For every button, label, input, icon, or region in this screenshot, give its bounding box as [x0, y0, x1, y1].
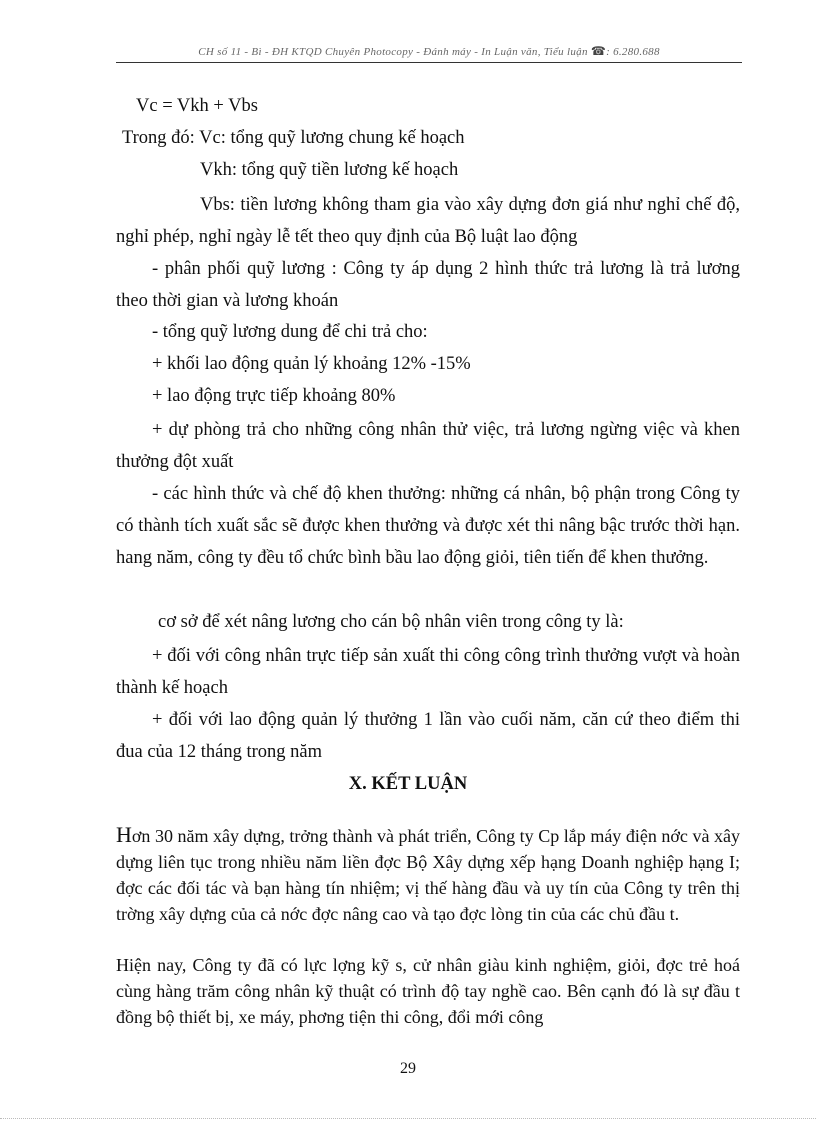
header-text: CH số 11 - Bì - ĐH KTQD Chuyên Photocopy - Đánh máy - In Luận văn, Tiểu luận	[198, 46, 591, 58]
fund-use: - tổng quỹ lương dung để chi trả cho:	[152, 322, 428, 342]
header-rule	[116, 62, 742, 63]
reward-policy: - các hình thức và chế độ khen thưởng: những cá nhân, bộ phận trong Công ty có thành tích xuất sắc sẽ được khen thưởng và được xét thi nâng bậc trước thời hạn. hang năm, công ty đều tổ chức bình bầu lao động giỏi, tiên tiến để khen thưởng.	[116, 484, 740, 569]
formula-where: Trong đó: Vc: tổng quỹ lương chung kế hoạch	[122, 128, 465, 148]
worker-reward: + đối với công nhân trực tiếp sản xuất thi công công trình thưởng vượt và hoàn thành kế hoạch	[116, 646, 740, 699]
conclusion-paragraph-2: Hiện nay, Công ty đã có lực lợng kỹ s, cử nhân giàu kinh nghiệm, giỏi, đợc trẻ hoá cùng hàng trăm công nhân kỹ thuật có trình độ tay nghề cao. Bên cạnh đó là sự đầu t đồng bộ thiết bị, xe máy, phơng tiện thi công, đổi mới công	[116, 955, 740, 1027]
reserve-fund: + dự phòng trả cho những công nhân thử việc, trả lương ngừng việc và khen thưởng đột xuất	[116, 420, 740, 473]
salary-formula: Vc = Vkh + Vbs	[136, 96, 258, 116]
running-header	[116, 44, 742, 59]
direct-labor-share: + lao động trực tiếp khoảng 80%	[152, 386, 396, 406]
management-share: + khối lao động quản lý khoảng 12% -15%	[152, 354, 471, 374]
phone-icon: ☎	[590, 44, 607, 58]
page-bottom-border	[0, 1118, 816, 1119]
page-number: 29	[400, 1060, 416, 1077]
drop-letter: H	[116, 822, 132, 847]
vkh-definition: Vkh: tổng quỹ tiền lương kế hoạch	[200, 160, 459, 180]
salary-distribution: - phân phối quỹ lương : Công ty áp dụng 2 hình thức trả lương là trả lương theo thời gian và lương khoán	[116, 259, 740, 312]
conclusion-paragraph-1-text: ơn 30 năm xây dựng, trởng thành và phát triển, Công ty Cp lắp máy điện nớc và xây dựng liên tục trong nhiều năm liền đợc Bộ Xây dựng xếp hạng Doanh nghiệp hạng I; đợc các đối tác và bạn hàng tín nhiệm; vị thế hàng đầu và uy tín của Công ty trên thị trờng xây dựng của cả nớc đợc nâng cao và tạo đợc lòng tin của các chủ đầu t.	[116, 826, 740, 924]
manager-reward: + đối với lao động quản lý thưởng 1 lần vào cuối năm, căn cứ theo điểm thi đua của 12 tháng trong năm	[116, 710, 740, 763]
conclusion-paragraph-1	[116, 822, 740, 927]
header-phone: : 6.280.688	[606, 46, 660, 58]
vbs-definition: Vbs: tiền lương không tham gia vào xây dựng đơn giá như nghỉ chế độ, nghỉ phép, nghỉ ngày lễ tết theo quy định của Bộ luật lao động	[116, 195, 740, 248]
raise-basis: cơ sở để xét nâng lương cho cán bộ nhân viên trong công ty là:	[158, 612, 624, 632]
section-heading: X. KẾT LUẬN	[348, 774, 468, 794]
